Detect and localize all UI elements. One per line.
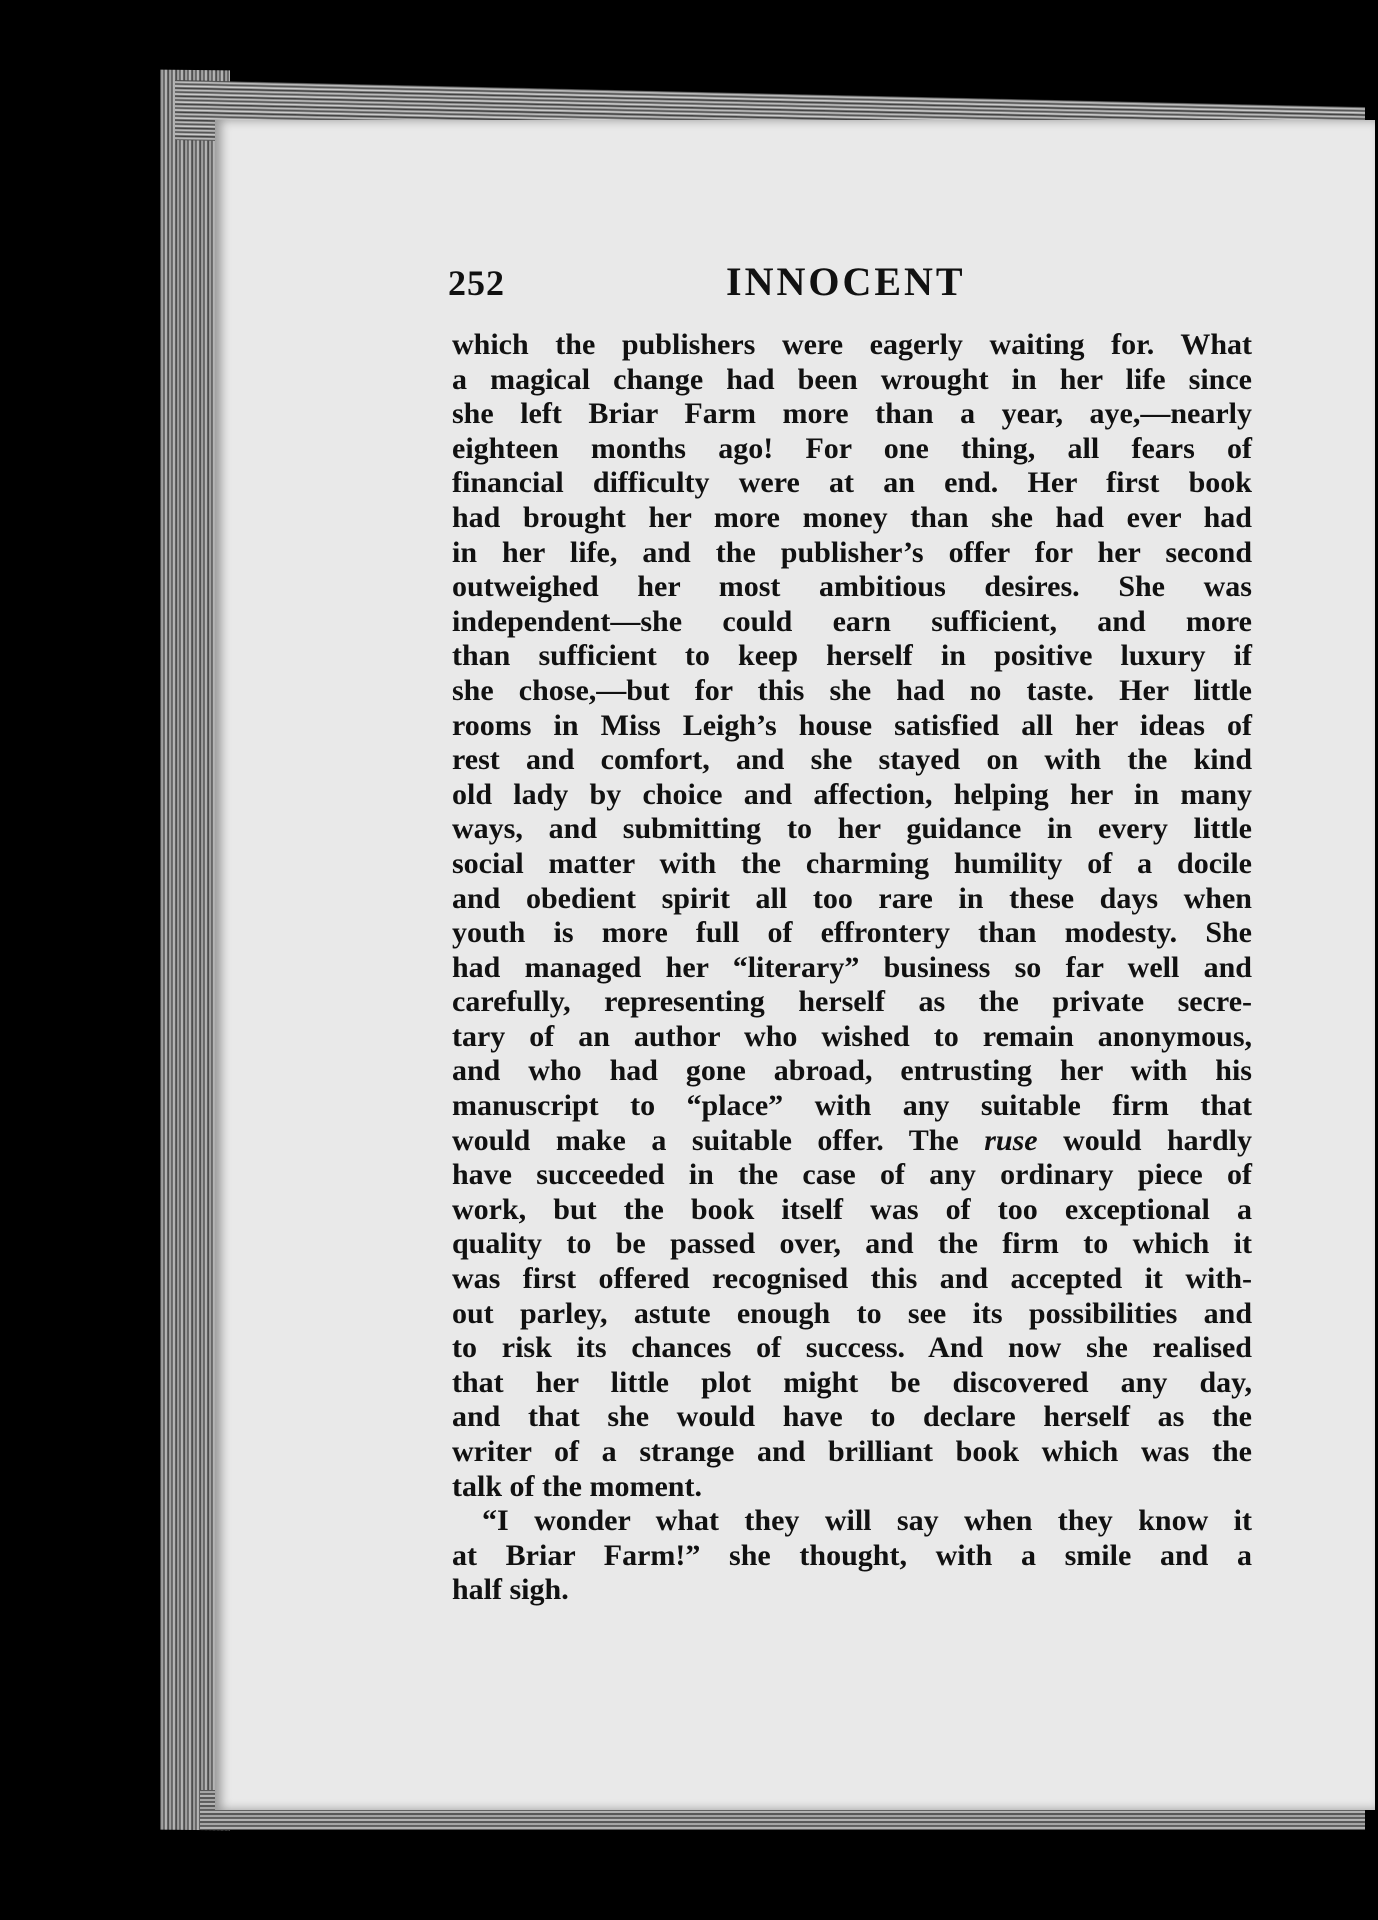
text-line: out parley, astute enough to see its possibilities and bbox=[452, 1296, 1252, 1330]
text-line: had brought her more money than she had ever had bbox=[452, 500, 1252, 534]
text-line: tary of an author who wished to remain anonymous, bbox=[452, 1019, 1252, 1053]
text-line: had managed her “literary” business so far well and bbox=[452, 950, 1252, 984]
text-line: carefully, representing herself as the private secre- bbox=[452, 985, 1252, 1019]
text-line: at Briar Farm!” she thought, with a smile and a bbox=[452, 1538, 1252, 1572]
running-head bbox=[448, 258, 968, 308]
text-line: eighteen months ago! For one thing, all fears of bbox=[452, 431, 1252, 465]
text-line: have succeeded in the case of any ordinary piece of bbox=[452, 1158, 1252, 1192]
text-line: “I wonder what they will say when they know it bbox=[482, 1504, 1252, 1538]
text-line: was first offered recognised this and accepted it with- bbox=[452, 1262, 1252, 1296]
text-line: half sigh. bbox=[452, 1573, 569, 1607]
text-line: old lady by choice and affection, helping her in many bbox=[452, 777, 1252, 811]
text-line: rooms in Miss Leigh’s house satisfied all her ideas of bbox=[452, 708, 1252, 742]
text-line: rest and comfort, and she stayed on with the kind bbox=[452, 743, 1252, 777]
text-line: financial difficulty were at an end. Her first book bbox=[452, 466, 1252, 500]
text-line: to risk its chances of success. And now she realised bbox=[452, 1331, 1252, 1365]
text-line: and that she would have to declare herself as the bbox=[452, 1400, 1252, 1434]
running-title: INNOCENT bbox=[726, 259, 966, 304]
text-line: and who had gone abroad, entrusting her with his bbox=[452, 1054, 1252, 1088]
text-line: quality to be passed over, and the firm to which it bbox=[452, 1227, 1252, 1261]
text-line: manuscript to “place” with any suitable firm that bbox=[452, 1089, 1252, 1123]
text-line: outweighed her most ambitious desires. She was bbox=[452, 570, 1252, 604]
text-line: than sufficient to keep herself in positive luxury if bbox=[452, 639, 1252, 673]
paragraph-1 bbox=[452, 328, 1252, 1504]
paragraph-2 bbox=[452, 1504, 1252, 1608]
text-line: writer of a strange and brilliant book which was the bbox=[452, 1435, 1252, 1468]
body-text bbox=[452, 328, 1252, 1608]
text-line: in her life, and the publisher’s offer for her second bbox=[452, 535, 1252, 569]
text-line: independent—she could earn sufficient, and more bbox=[452, 604, 1252, 638]
text-line: she chose,—but for this she had no taste. Her little bbox=[452, 673, 1252, 707]
text-line: talk of the moment. bbox=[452, 1469, 702, 1503]
text-line: ways, and submitting to her guidance in every little bbox=[452, 812, 1252, 846]
text-line: a magical change had been wrought in her life since bbox=[452, 362, 1252, 396]
text-line: she left Briar Farm more than a year, aye,—nearly bbox=[452, 397, 1252, 431]
text-line: that her little plot might be discovered any day, bbox=[452, 1365, 1252, 1399]
text-line: social matter with the charming humility of a docile bbox=[452, 846, 1252, 880]
text-line: would make a suitable offer. The ruse would hardly bbox=[452, 1123, 1252, 1157]
page-number: 252 bbox=[448, 263, 505, 303]
text-line: youth is more full of effrontery than modesty. She bbox=[452, 916, 1252, 950]
text-line: which the publishers were eagerly waiting for. What bbox=[452, 328, 1252, 361]
text-line: work, but the book itself was of too exceptional a bbox=[452, 1192, 1252, 1226]
text-line: and obedient spirit all too rare in these days when bbox=[452, 881, 1252, 915]
